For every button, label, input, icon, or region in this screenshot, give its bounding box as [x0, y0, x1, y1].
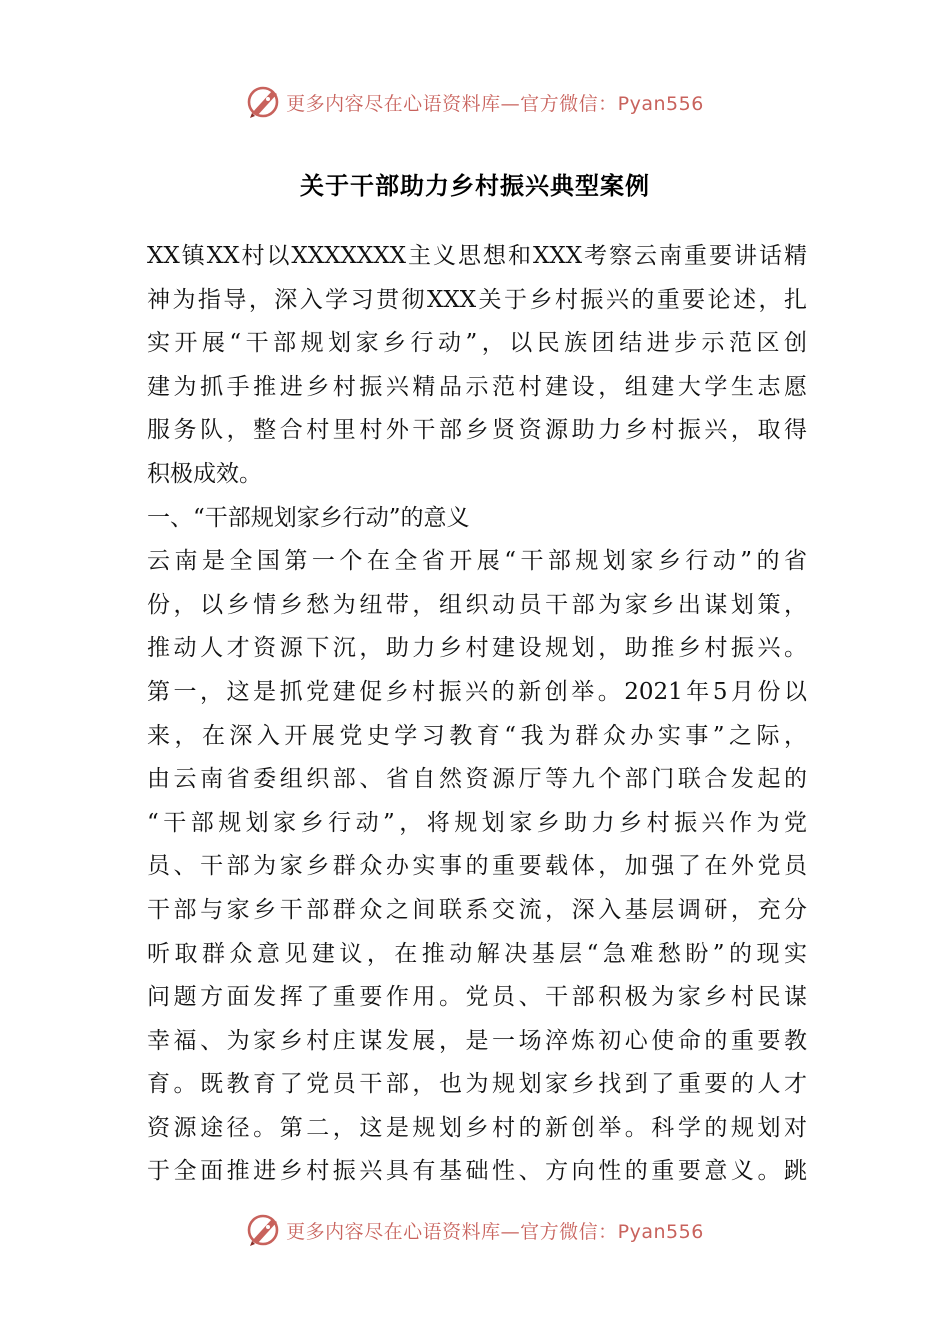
text-line: 于全面推进乡村振兴具有基础性、方向性的重要意义。跳	[147, 1158, 807, 1185]
text-line: 推动人才资源下沉，助力乡村建设规划，助推乡村振兴。	[147, 635, 807, 662]
document-body	[147, 235, 807, 1194]
text-line: 服务队，整合村里村外干部乡贤资源助力乡村振兴，取得	[147, 417, 807, 444]
text-line: 问题方面发挥了重要作用。党员、干部积极为家乡村民谋	[147, 984, 807, 1011]
text-line: 第一，这是抓党建促乡村振兴的新创举。2021年5月份以	[147, 678, 807, 705]
text-line: 干部与家乡干部群众之间联系交流，深入基层调研，充分	[147, 896, 807, 923]
pen-circle-logo-icon	[246, 1212, 282, 1248]
pen-circle-logo-icon	[246, 84, 282, 120]
watermark-text: 更多内容尽在心语资料库—官方微信：Pyan556	[286, 92, 704, 115]
document-title: 关于干部助力乡村振兴典型案例	[300, 172, 650, 200]
text-line: 一、“干部规划家乡行动”的意义	[147, 504, 470, 531]
header-watermark-banner	[0, 82, 950, 122]
text-line: 育。既教育了党员干部，也为规划家乡找到了重要的人才	[147, 1071, 807, 1098]
text-line: 由云南省委组织部、省自然资源厅等九个部门联合发起的	[147, 766, 807, 793]
watermark-text: 更多内容尽在心语资料库—官方微信：Pyan556	[286, 1220, 704, 1243]
text-line: “干部规划家乡行动”，将规划家乡助力乡村振兴作为党	[147, 809, 807, 836]
text-line: 云南是全国第一个在全省开展“干部规划家乡行动”的省	[147, 548, 807, 575]
text-line: 来，在深入开展党史学习教育“我为群众办实事”之际，	[147, 722, 807, 749]
text-line: 份，以乡情乡愁为纽带，组织动员干部为家乡出谋划策，	[147, 591, 807, 618]
text-line: 幸福、为家乡村庄谋发展，是一场淬炼初心使命的重要教	[147, 1027, 807, 1054]
text-line: 资源途径。第二，这是规划乡村的新创举。科学的规划对	[147, 1114, 807, 1141]
wechat-id: Pyan556	[617, 92, 704, 115]
text-line: XX镇XX村以XXXXXXX主义思想和XXX考察云南重要讲话精	[147, 243, 807, 269]
text-line: 实开展“干部规划家乡行动”，以民族团结进步示范区创	[147, 330, 807, 357]
footer-watermark-banner	[0, 1210, 950, 1250]
text-line: 神为指导，深入学习贯彻XXX关于乡村振兴的重要论述，扎	[147, 286, 807, 313]
wechat-id: Pyan556	[617, 1220, 704, 1243]
text-line: 积极成效。	[147, 460, 262, 487]
text-line: 员、干部为家乡群众办实事的重要载体，加强了在外党员	[147, 853, 807, 880]
text-line: 建为抓手推进乡村振兴精品示范村建设，组建大学生志愿	[147, 373, 807, 400]
text-line: 听取群众意见建议，在推动解决基层“急难愁盼”的现实	[147, 940, 807, 967]
